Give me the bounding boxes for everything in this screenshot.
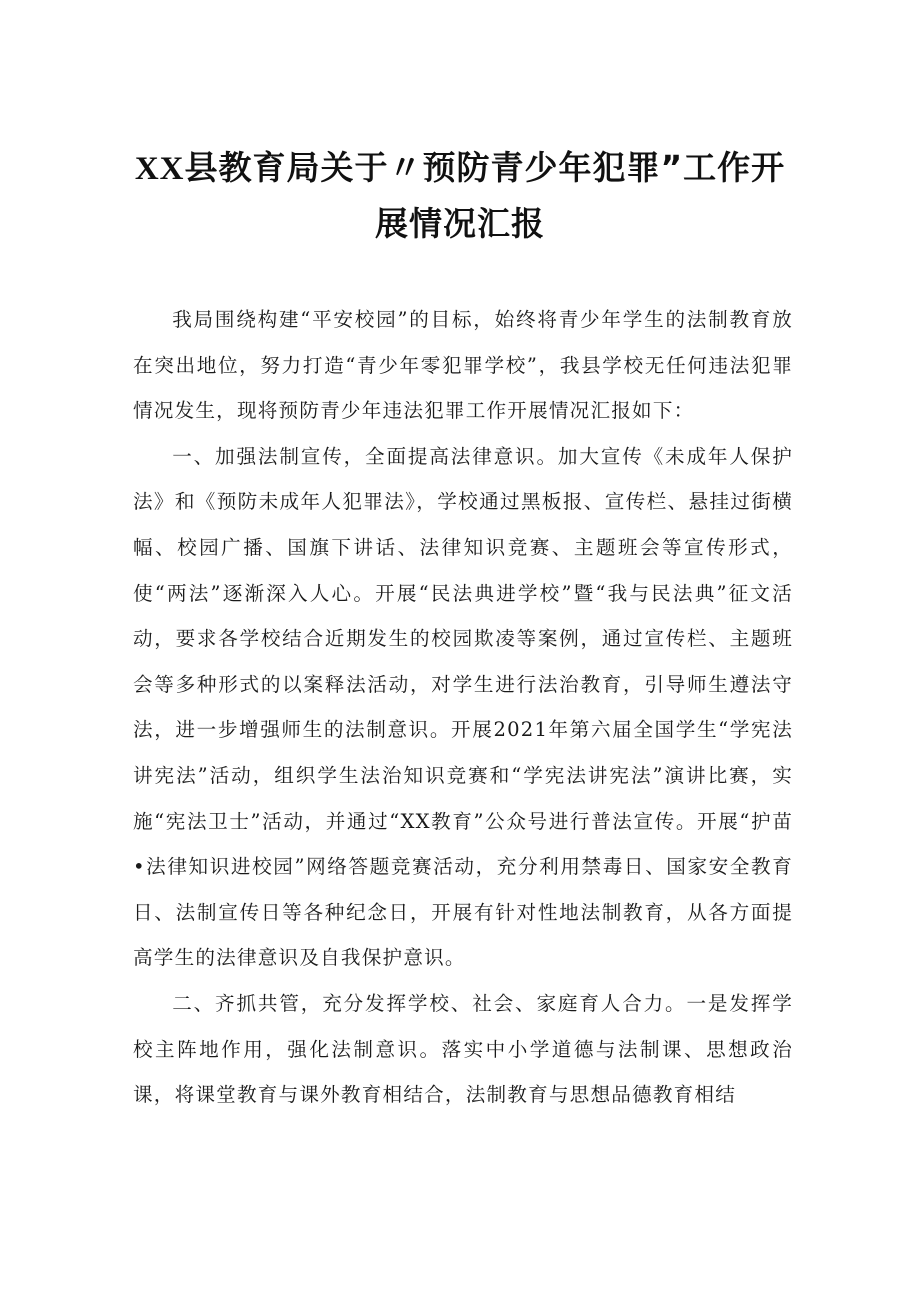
paragraph-section-2: 二、齐抓共管，充分发挥学校、社会、家庭育人合力。一是发挥学校主阵地作用，强化法制意识。落实中小学道德与法制课、思想政治课，将课堂教育与课外教育相结合，法制教育与思想品德教育相结 xyxy=(133,991,793,1107)
document-body xyxy=(133,297,793,1118)
paragraph-section-1: 一、加强法制宣传，全面提高法律意识。加大宣传《未成年人保护法》和《预防未成年人犯罪法》，学校通过黑板报、宣传栏、悬挂过街横幅、校园广播、国旗下讲话、法律知识竞赛、主题班会等宣传形式，使“两法”逐渐深入人心。开展“民法典进学校”暨“我与民法典”征文活动，要求各学校结合近期发生的校园欺凌等案例，通过宣传栏、主题班会等多种形式的以案释法活动，对学生进行法治教育，引导师生遵法守法，进一步增强师生的法制意识。开展2021年第六届全国学生“学宪法讲宪法”活动，组织学生法治知识竞赛和“学宪法讲宪法”演讲比赛，实施“宪法卫士”活动，并通过“XX教育”公众号进行普法宣传。开展“护苗•法律知识进校园”网络答题竞赛活动，充分利用禁毒日、国家安全教育日、法制宣传日等各种纪念日，开展有针对性地法制教育，从各方面提高学生的法律意识及自我保护意识。 xyxy=(133,444,793,970)
paragraph-intro: 我局围绕构建“平安校园”的目标，始终将青少年学生的法制教育放在突出地位，努力打造“青少年零犯罪学校”，我县学校无任何违法犯罪情况发生，现将预防青少年违法犯罪工作开展情况汇报如下： xyxy=(133,308,793,423)
document-title-line-2: 展情况汇报 xyxy=(375,204,545,243)
title-prefix: XX xyxy=(134,151,185,187)
document-title-line-1 xyxy=(110,140,810,197)
title-line-1-text: 县教育局关于〃预防青少年犯罪”工作开 xyxy=(184,148,786,187)
